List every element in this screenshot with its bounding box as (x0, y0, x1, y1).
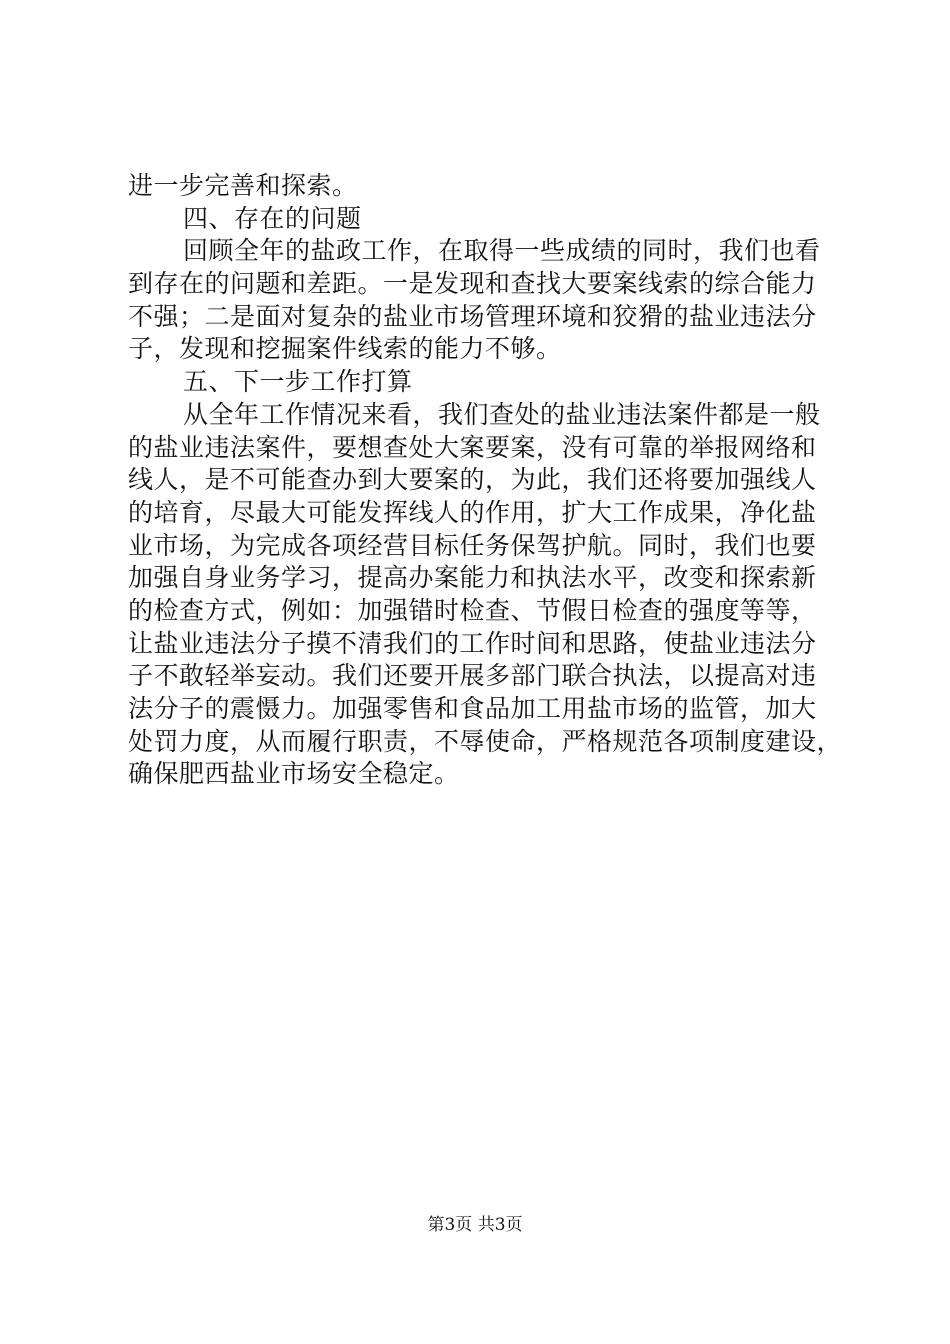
body-line: 的检查方式，例如：加强错时检查、节假日检查的强度等等， (128, 595, 817, 625)
section-heading-next-steps: 五、下一步工作打算 (183, 367, 413, 397)
body-line: 从全年工作情况来看，我们查处的盐业违法案件都是一般 (183, 399, 821, 429)
section-heading-problems: 四、存在的问题 (183, 203, 362, 233)
body-line: 进一步完善和探索。 (128, 171, 358, 200)
body-line: 加强自身业务学习，提高办案能力和执法水平，改变和探索新 (128, 563, 817, 593)
page-number-label: 第3页 共3页 (427, 1215, 523, 1235)
body-line: 回顾全年的盐政工作，在取得一些成绩的同时，我们也看 (183, 236, 821, 266)
body-line: 到存在的问题和差距。一是发现和查找大要案线索的综合能力 (128, 269, 817, 299)
body-line: 的培育，尽最大可能发挥线人的作用，扩大工作成果，净化盐 (128, 497, 817, 527)
body-line: 确保肥西盐业市场安全稳定。 (128, 759, 460, 789)
body-line: 线人，是不可能查办到大要案的，为此，我们还将要加强线人 (128, 465, 817, 495)
body-line: 子，发现和挖掘案件线索的能力不够。 (128, 334, 562, 364)
body-line: 让盐业违法分子摸不清我们的工作时间和思路，使盐业违法分 (128, 628, 817, 658)
body-line: 法分子的震慑力。加强零售和食品加工用盐市场的监管，加大 (128, 694, 817, 723)
body-line: 的盐业违法案件，要想查处大案要案，没有可靠的举报网络和 (128, 432, 817, 462)
body-line: 处罚力度，从而履行职责，不辱使命，严格规范各项制度建设， (128, 726, 843, 756)
body-line: 不强；二是面对复杂的盐业市场管理环境和狡猾的盐业违法分 (128, 301, 817, 331)
body-line: 业市场，为完成各项经营目标任务保驾护航。同时，我们也要 (128, 530, 817, 560)
body-line: 子不敢轻举妄动。我们还要开展多部门联合执法，以提高对违 (128, 661, 817, 691)
page-footer (0, 1214, 950, 1236)
document-body (128, 170, 843, 791)
